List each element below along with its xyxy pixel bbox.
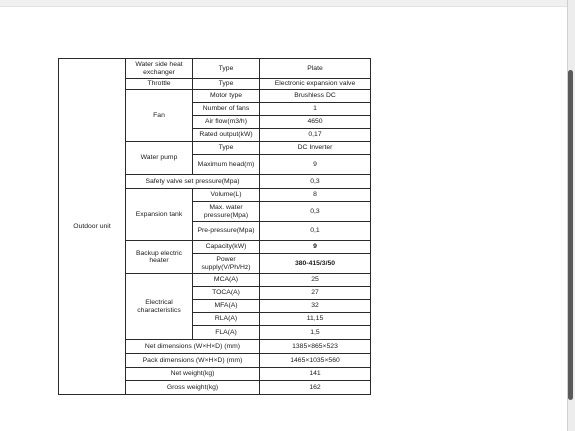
param-cell: Gross weight(kg) [126,381,260,395]
value-cell: 1385×865×523 [260,340,371,354]
param-cell: Air flow(m3/h) [193,116,260,129]
section-label: Outdoor unit [59,59,126,395]
param-cell: RLA(A) [193,313,260,326]
param-cell: Net dimensions (W×H×D) (mm) [126,340,260,354]
value-cell: 9 [260,155,371,175]
value-cell: Plate [260,59,371,79]
value-cell: 1465×1035×560 [260,354,371,368]
value-cell: 162 [260,381,371,395]
component-cell: Water pump [126,142,193,175]
param-cell: Safety valve set pressure(Mpa) [126,175,260,189]
value-cell: 11,15 [260,313,371,326]
value-cell: 0,17 [260,129,371,142]
table-row [59,59,371,79]
value-cell: 141 [260,368,371,381]
param-cell: Power supply(V/Ph/Hz) [193,254,260,274]
top-edge [0,0,567,7]
value-cell: 0,1 [260,222,371,241]
param-cell: Type [193,59,260,79]
value-cell: 380-415/3/50 [260,254,371,274]
component-cell: Backup electric heater [126,241,193,274]
param-cell: MCA(A) [193,274,260,287]
value-cell: 4650 [260,116,371,129]
value-cell: DC Inverter [260,142,371,155]
value-cell: 25 [260,274,371,287]
component-cell: Expansion tank [126,189,193,241]
component-cell: Electrical characteristics [126,274,193,340]
param-cell: Maximum head(m) [193,155,260,175]
component-cell: Fan [126,90,193,142]
value-cell: 0,3 [260,175,371,189]
value-cell: 9 [260,241,371,254]
param-cell: Type [193,79,260,90]
param-cell: MFA(A) [193,300,260,313]
param-cell: Number of fans [193,103,260,116]
param-cell: TOCA(A) [193,287,260,300]
value-cell: 1 [260,103,371,116]
value-cell: 32 [260,300,371,313]
component-cell: Throttle [126,79,193,90]
param-cell: FLA(A) [193,326,260,340]
param-cell: Rated output(kW) [193,129,260,142]
component-cell: Water side heat exchanger [126,59,193,79]
value-cell: 1,5 [260,326,371,340]
value-cell: 27 [260,287,371,300]
param-cell: Volume(L) [193,189,260,202]
value-cell: 8 [260,189,371,202]
param-cell: Max. water pressure(Mpa) [193,202,260,222]
value-cell: 0,3 [260,202,371,222]
scrollbar-thumb[interactable] [568,70,573,400]
param-cell: Net weight(kg) [126,368,260,381]
param-cell: Motor type [193,90,260,103]
value-cell: Electronic expansion valve [260,79,371,90]
param-cell: Pre-pressure(Mpa) [193,222,260,241]
value-cell: Brushless DC [260,90,371,103]
specification-table [58,58,371,395]
param-cell: Type [193,142,260,155]
param-cell: Pack dimensions (W×H×D) (mm) [126,354,260,368]
param-cell: Capacity(kW) [193,241,260,254]
